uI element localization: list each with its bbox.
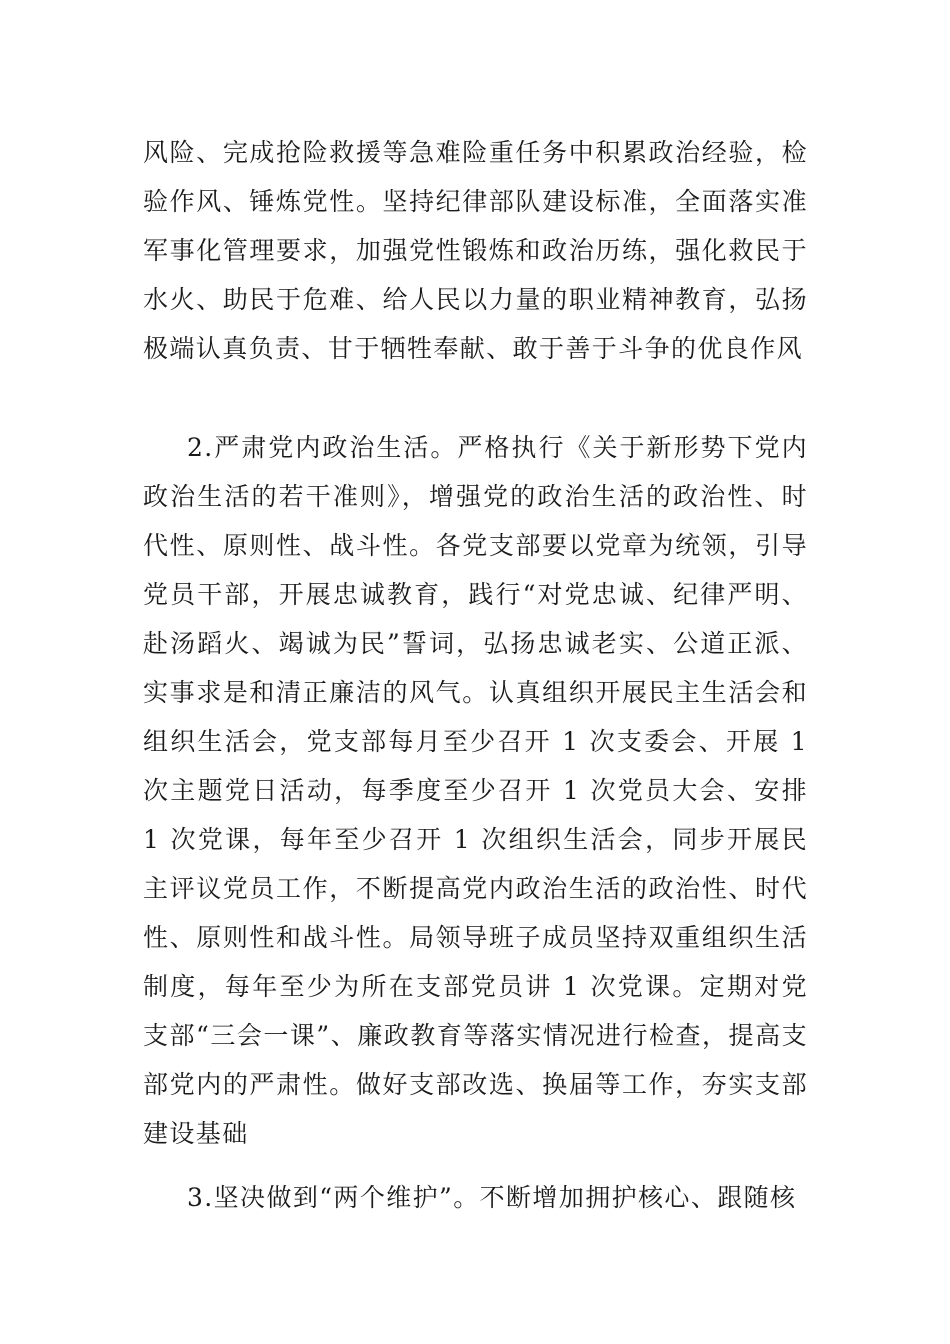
paragraph-continuation: 风险、完成抢险救援等急难险重任务中积累政治经验，检验作风、锤炼党性。坚持纪律部队建设标准，全面落实准军事化管理要求，加强党性锻炼和政治历练，强化救民于水火、助民于危难、给人民以力量的职业精神教育，弘扬极端认真负责、甘于牺牲奉献、敢于善于斗争的优良作风 [143, 138, 808, 363]
paragraph-section-3: 3.坚决做到“两个维护”。不断增加拥护核心、跟随核 [187, 1183, 797, 1212]
paragraph-section-2: 2.严肃党内政治生活。严格执行《关于新形势下党内政治生活的若干准则》，增强党的政治生活的政治性、时代性、原则性、战斗性。各党支部要以党章为统领，引导党员干部，开展忠诚教育，践行“对党忠诚、纪律严明、赴汤蹈火、竭诚为民”誓词，弘扬忠诚老实、公道正派、实事求是和清正廉洁的风气。认真组织开展民主生活会和组织生活会，党支部每月至少召开 1 次支委会、开展 1 次主题党日活动，每季度至少召开 1 次党员大会、安排 1 次党课，每年至少召开 1 次组织生活会，同步开展民主评议党员工作，不断提高党内政治生活的政治性、时代性、原则性和战斗性。局领导班子成员坚持双重组织生活制度，每年至少为所在支部党员讲 1 次党课。定期对党支部“三会一课”、廉政教育等落实情况进行检查，提高支部党内的严肃性。做好支部改选、换届等工作，夯实支部建设基础 [143, 433, 808, 1148]
